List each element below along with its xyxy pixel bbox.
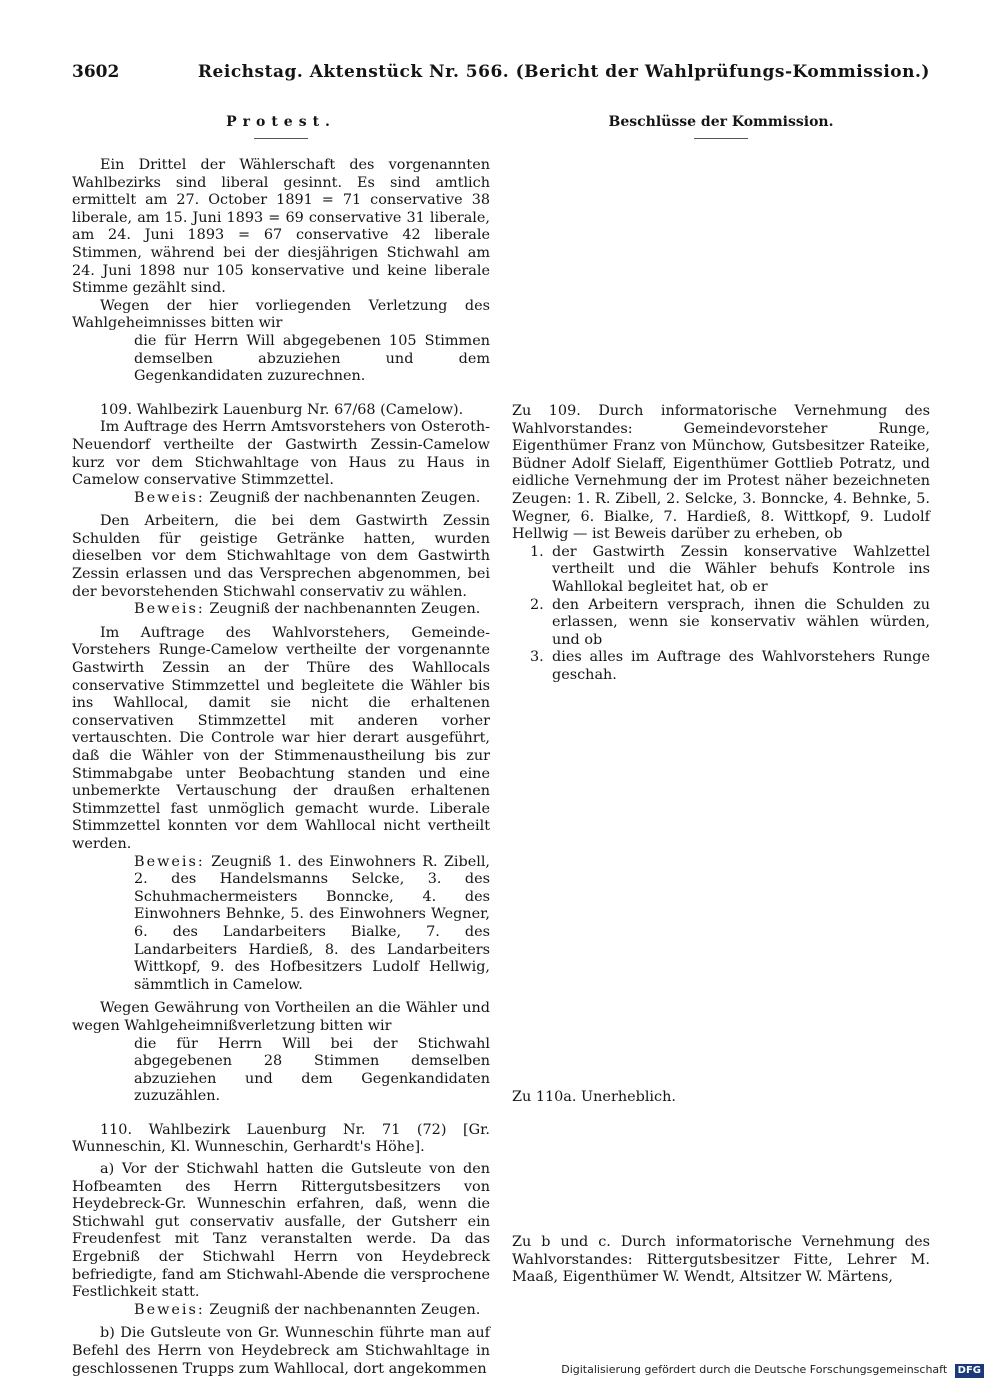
petition: die für Herrn Will abgegebenen 105 Stimmen demselben abzuziehen und dem Gegenkandidaten zuzurechnen.	[134, 332, 490, 385]
digitization-credit	[561, 1363, 984, 1378]
page-number: 3602	[72, 62, 120, 82]
paragraph: Den Arbeitern, die bei dem Gastwirth Zessin Schulden für geistige Getränke hatten, wurden dieselben vor dem Stichwahltage von dem Gastwirth Zessin erlassen und das Versprechen abgenommen, bei der bevorstehenden Stichwahl conservativ zu wählen.	[72, 513, 490, 600]
beweis-line	[72, 854, 490, 995]
blank-space	[512, 1106, 930, 1234]
beweis-text: Zeugniß der nachbenannten Zeugen.	[209, 601, 481, 618]
paragraph: a) Vor der Stichwahl hatten die Gutsleute von den Hofbeamten des Herrn Rittergutsbesitzers von Heydebreck-Gr. Wunneschin erfahren, daß, wenn die Stichwahl gut conservativ ausfalle, der Gutsherr ein Freudenfest mit Tanz veranstalten werde. Da das Ergebniß der Stichwahl Herrn von Heydebreck befriedigte, fand am Stichwahl-Abende die versprochene Festlichkeit statt.	[72, 1161, 490, 1301]
beweis-line	[72, 1302, 490, 1320]
list-item: 3. dies alles im Auftrage des Wahlvorstehers Runge geschah.	[530, 649, 930, 683]
list-item: 2. den Arbeitern versprach, ihnen die Schulden zu erlassen, wenn sie konservativ wählen würden, und ob	[530, 596, 930, 648]
beweis-line	[72, 490, 490, 508]
beweis-label: Beweis:	[134, 489, 205, 506]
beweis-label: Beweis:	[134, 1301, 205, 1318]
paragraph: Wegen der hier vorliegenden Verletzung des Wahlgeheimnisses bitten wir	[72, 297, 490, 332]
blank-space	[512, 685, 930, 1089]
decisions-heading: Beschlüsse der Kommission.	[608, 114, 834, 130]
decision-110a: Zu 110a. Unerheblich.	[512, 1088, 676, 1105]
paragraph: b) Die Gutsleute von Gr. Wunneschin führte man auf Befehl des Herrn von Heydebreck am Stichwahltage in geschlossenen Trupps zum Wahllocal, dort angekommen	[72, 1325, 490, 1377]
blank-space	[512, 157, 930, 403]
decision-109-list	[512, 544, 930, 685]
petition: die für Herrn Will bei der Stichwahl abgegebenen 28 Stimmen demselben abzuziehen und dem Gegenkandidaten zuzuzählen.	[134, 1035, 490, 1105]
beweis-label: Beweis:	[134, 601, 205, 618]
paragraph: Wegen Gewährung von Vortheilen an die Wähler und wegen Wahlgeheimnißverletzung bitten wir	[72, 1000, 490, 1034]
beweis-label: Beweis:	[134, 853, 205, 870]
list-item: 1. der Gastwirth Zessin konservative Wahlzettel vertheilt und die Wähler behufs Kontrole ins Wahllokal begleitet hat, ob er	[530, 543, 930, 595]
beweis-witnesses: Zeugniß 1. des Einwohners R. Zibell, 2. des Handelsmanns Selcke, 3. des Schuhmachermeisters Bonncke, 4. des Einwohners Behnke, 5. des Einwohners Wegner, 6. des Landarbeiters Bialke, 7. des Landarbeiters Hardieß, 8. des Landarbeiters Wittkopf, 9. des Hofbesitzers Ludolf Hellwig, sämmtlich in Camelow.	[134, 853, 491, 993]
paragraph: Ein Drittel der Wählerschaft des vorgenannten Wahlbezirks sind liberal gesinnt. Es sind amtlich ermittelt am 27. October 1891 = 71 conservative 38 liberale, am 15. Juni 1893 = 69 conservative 31 liberale, am 24. Juni 1893 = 67 conservative 42 liberale Stimmen, während bei der diesjährigen Stichwahl am 24. Juni 1898 nur 105 konservative und keine liberale Stimme gezählt sind.	[72, 157, 490, 297]
beweis-text: Zeugniß der nachbenannten Zeugen.	[209, 489, 481, 506]
beweis-line	[72, 601, 490, 619]
section-title-109: 109. Wahlbezirk Lauenburg Nr. 67/68 (Camelow).	[100, 401, 464, 418]
protest-column	[72, 112, 490, 1378]
decision-110bc: Zu b und c. Durch informatorische Vernehmung des Wahlvorstandes: Rittergutsbesitzer Fitte, Lehrer M. Maaß, Eigenthümer W. Wendt, Altsitzer W. Märtens,	[512, 1234, 930, 1286]
dfg-logo: DFG	[955, 1364, 984, 1378]
credit-text: Digitalisierung gefördert durch die Deutsche Forschungsgemeinschaft	[561, 1363, 948, 1376]
decision-109: Zu 109. Durch informatorische Vernehmung des Wahlvorstandes: Gemeindevorsteher Runge, Eigenthümer Franz von Münchow, Gutsbesitzer Rateike, Büdner Adolf Sielaff, Eigenthümer Gottlieb Potratz, und eidliche Vernehmung der im Protest näher bezeichneten Zeugen: 1. R. Zibell, 2. Selcke, 3. Bonncke, 4. Behnke, 5. Wegner, 6. Bialke, 7. Hardieß, 8. Wittkopf, 9. Ludolf Hellwig — ist Beweis darüber zu erheben, ob	[512, 403, 930, 543]
section-title-110: 110. Wahlbezirk Lauenburg Nr. 71 (72) [Gr. Wunneschin, Kl. Wunneschin, Gerhardt's Höhe].	[72, 1121, 490, 1156]
decisions-column	[512, 112, 930, 1287]
beweis-text: Zeugniß der nachbenannten Zeugen.	[209, 1301, 481, 1318]
paragraph: Im Auftrage des Herrn Amtsvorstehers von Osteroth-Neuendorf vertheilte der Gastwirth Zessin-Camelow kurz vor dem Stichwahltage von Haus zu Haus in Camelow conservative Stimmzettel.	[72, 419, 490, 489]
page-header	[72, 60, 932, 84]
heading-rule	[254, 138, 308, 139]
paragraph: Im Auftrage des Wahlvorstehers, Gemeinde-Vorstehers Runge-Camelow vertheilte der vorgenannte Gastwirth Zessin an der Thüre des Wahllocals conservative Stimmzettel und begleitete die Wähler bis ins Wahllocal, damit sie nicht die erhaltenen conservativen Stimmzettel mit anderen vorher vertauschten. Die Controle war hier derart ausgeführt, daß die Wähler von der Stimmenaustheilung bis zur Stimmabgabe unter Beobachtung standen und eine unbemerkte Vertauschung der draußen erhaltenen Stimmzettel fast unmöglich gemacht wurde. Liberale Stimmzettel konnten vor dem Wahllocal nicht vertheilt werden.	[72, 624, 490, 852]
running-title: Reichstag. Aktenstück Nr. 566. (Bericht der Wahlprüfungs-Kommission.)	[197, 62, 930, 82]
heading-rule	[694, 138, 748, 139]
protest-heading: Protest.	[226, 114, 336, 130]
